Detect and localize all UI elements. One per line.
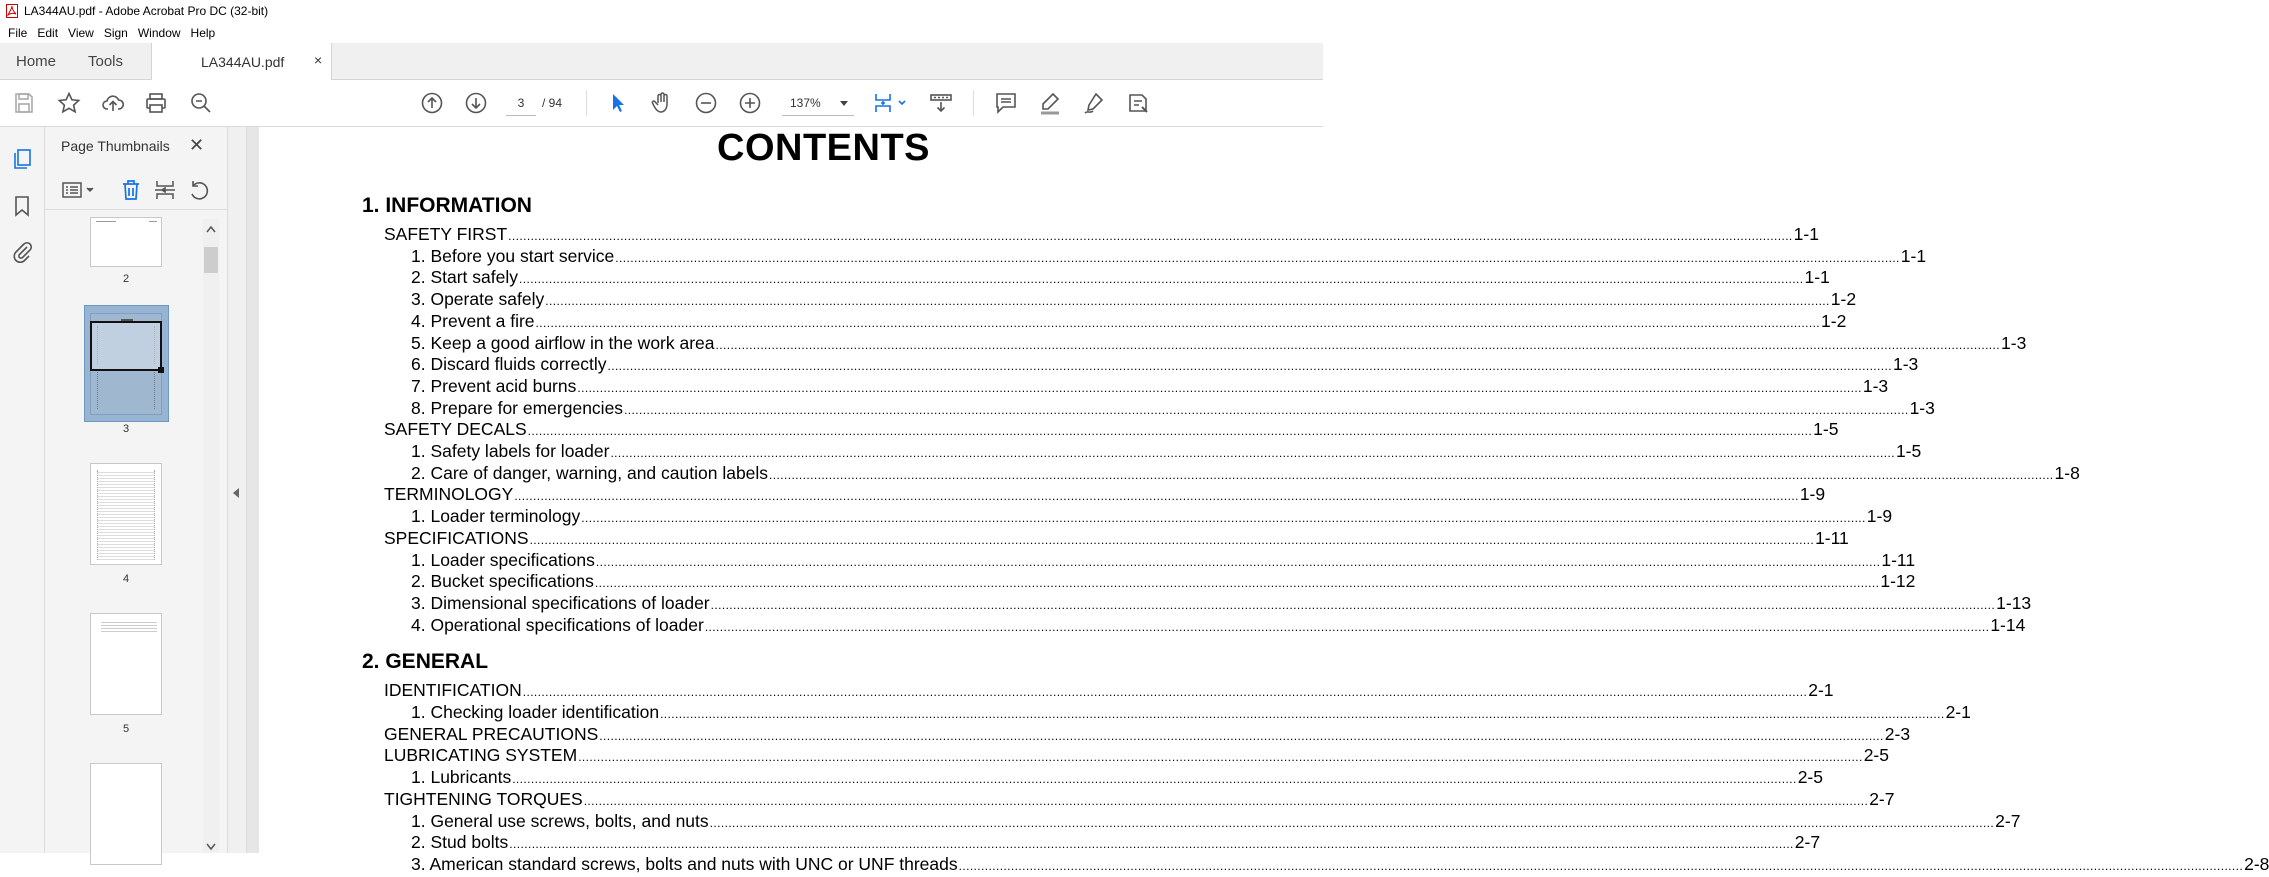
print-icon[interactable] xyxy=(144,91,168,115)
menu-edit[interactable]: Edit xyxy=(37,25,59,40)
toc-entry-page: 1-3 xyxy=(1892,354,1919,375)
menu-sign[interactable]: Sign xyxy=(103,25,128,40)
thumbnail-toolbar xyxy=(45,172,227,210)
section-heading: 1. INFORMATION xyxy=(362,194,532,217)
toc-entry[interactable] xyxy=(384,745,1889,768)
thumbnail-page-label: 5 xyxy=(122,723,130,735)
redact-icon[interactable] xyxy=(1126,91,1150,115)
upload-cloud-icon[interactable] xyxy=(101,91,125,115)
toc-entry-title: 5. Keep a good airflow in the work area xyxy=(411,332,715,353)
close-tab-icon[interactable]: × xyxy=(314,52,323,68)
search-zoom-icon[interactable] xyxy=(189,91,213,115)
toc-entry[interactable] xyxy=(411,853,2269,877)
rotate-page-icon[interactable] xyxy=(187,178,211,202)
toc-entry-title: 1. Lubricants xyxy=(411,767,512,788)
thumbnail-page[interactable] xyxy=(90,613,162,715)
toc-entry[interactable] xyxy=(411,267,1830,290)
collapse-panel-icon[interactable] xyxy=(233,488,239,498)
toc-entry-page: 1-12 xyxy=(1880,571,1916,592)
toc-leader-dots xyxy=(595,573,1880,594)
toc-entry-page: 1-11 xyxy=(1815,527,1849,548)
hand-tool-icon[interactable] xyxy=(650,91,674,115)
toc-entry[interactable] xyxy=(384,484,1826,507)
toc-entry[interactable] xyxy=(384,788,1895,812)
thumbnail-page-current[interactable] xyxy=(90,313,162,415)
toc-entry[interactable] xyxy=(411,332,2027,356)
bookmark-icon[interactable] xyxy=(10,194,34,218)
save-icon[interactable] xyxy=(12,91,36,115)
toc-entry[interactable] xyxy=(384,723,1911,747)
toc-entry-title: SAFETY DECALS xyxy=(384,419,527,440)
toc-leader-dots xyxy=(577,378,1862,399)
thumbnail-page-label: 4 xyxy=(122,573,130,585)
toc-leader-dots xyxy=(769,465,2054,486)
toc-entry-title: TERMINOLOGY xyxy=(384,484,514,505)
thumbnail-page[interactable] xyxy=(90,217,162,267)
tab-document-label: LA344AU.pdf xyxy=(201,54,285,70)
zoom-level-select[interactable] xyxy=(782,90,854,116)
toc-leader-dots xyxy=(528,421,1813,442)
toc-entry-page: 1-13 xyxy=(1996,592,2032,613)
select-cursor-icon[interactable] xyxy=(606,91,630,115)
toc-leader-dots xyxy=(615,248,1900,269)
star-icon[interactable] xyxy=(57,91,81,115)
toc-entry[interactable] xyxy=(411,702,1971,725)
toc-entry-title: 2. Care of danger, warning, and caution labels xyxy=(411,462,769,483)
toc-entry[interactable] xyxy=(411,832,1821,855)
toc-leader-dots xyxy=(716,335,2001,356)
toc-leader-dots xyxy=(508,226,1793,247)
toc-entry-page: 2-8 xyxy=(2244,853,2269,874)
menu-file[interactable]: File xyxy=(8,25,28,40)
toc-entry-page: 2-1 xyxy=(1945,702,1971,722)
toc-entry-title: 4. Operational specifications of loader xyxy=(411,614,704,635)
toc-entry[interactable] xyxy=(411,354,1919,377)
chevron-down-icon xyxy=(840,101,848,106)
toolbar-divider xyxy=(586,90,587,116)
toc-entry[interactable] xyxy=(411,506,1893,529)
thumbnail-list[interactable] xyxy=(45,217,227,853)
previous-page-icon[interactable] xyxy=(420,91,444,115)
toc-entry[interactable] xyxy=(411,810,2021,834)
toc-entry[interactable] xyxy=(411,614,2026,638)
page-thumbnails-icon[interactable] xyxy=(10,147,34,171)
toc-leader-dots xyxy=(536,313,1821,334)
thumbnail-panel xyxy=(45,127,227,853)
toc-leader-dots xyxy=(512,769,1797,790)
toc-entry-page: 2-5 xyxy=(1863,745,1889,766)
toc-entry-title: 1. Safety labels for loader xyxy=(411,441,610,461)
page-number-input[interactable]: 3 xyxy=(506,90,536,116)
toc-entry-title: 3. Dimensional specifications of loader xyxy=(411,592,710,613)
toc-entry-page: 1-14 xyxy=(1990,614,2026,635)
document-title: CONTENTS xyxy=(717,127,930,169)
toc-leader-dots xyxy=(578,747,1863,768)
toc-leader-dots xyxy=(660,704,1945,725)
tab-home[interactable]: Home xyxy=(16,53,57,70)
toc-entry[interactable] xyxy=(384,419,1839,442)
zoom-out-icon[interactable] xyxy=(694,91,718,115)
toc-entry-title: IDENTIFICATION xyxy=(384,680,522,701)
toc-leader-dots xyxy=(710,813,1995,834)
toc-leader-dots xyxy=(530,530,1815,551)
toc-entry-title: 8. Prepare for emergencies xyxy=(411,397,624,418)
options-menu-icon[interactable] xyxy=(61,178,97,202)
window-title: LA344AU.pdf - Adobe Acrobat Pro DC (32-bit) xyxy=(24,4,269,18)
delete-page-icon[interactable] xyxy=(119,178,143,202)
toc-entry-page: 2-5 xyxy=(1797,767,1823,788)
toc-entry-title: GENERAL PRECAUTIONS xyxy=(384,723,599,744)
toc-entry-title: 6. Discard fluids correctly xyxy=(411,354,607,375)
toc-entry-title: TIGHTENING TORQUES xyxy=(384,788,583,809)
toc-entry-page: 1-9 xyxy=(1866,506,1893,527)
toc-leader-dots xyxy=(509,834,1794,855)
toc-entry-title: 1. Loader specifications xyxy=(411,549,595,570)
toc-entry[interactable] xyxy=(411,549,1916,573)
menu-window[interactable]: Window xyxy=(137,25,181,40)
toc-entry-page: 2-7 xyxy=(1794,832,1821,853)
acrobat-app-icon xyxy=(6,4,18,18)
toc-entry-page: 1-2 xyxy=(1830,289,1857,310)
page-display-icon[interactable] xyxy=(873,91,907,115)
toc-entry[interactable] xyxy=(411,289,1857,312)
toc-entry-title: 3. Operate safely xyxy=(411,289,545,310)
toc-entry[interactable] xyxy=(411,592,2032,616)
sign-pen-icon[interactable] xyxy=(1082,91,1106,115)
document-page xyxy=(259,127,2269,874)
title-bar xyxy=(0,0,1323,22)
tab-bar xyxy=(0,43,1323,80)
toc-entry-title: SAFETY FIRST xyxy=(384,224,508,244)
toc-entry-title: 7. Prevent acid burns xyxy=(411,375,577,396)
toc-leader-dots xyxy=(519,269,1804,290)
toc-leader-dots xyxy=(584,791,1869,812)
thumbnail-scrollbar[interactable] xyxy=(203,219,219,853)
toc-entry-page: 1-3 xyxy=(1862,375,1889,396)
toc-entry[interactable] xyxy=(384,224,1819,247)
toc-entry-title: 1. General use screws, bolts, and nuts xyxy=(411,810,709,831)
toc-entry-page: 1-1 xyxy=(1804,267,1830,288)
resize-handle[interactable] xyxy=(158,367,164,373)
menu-bar xyxy=(0,22,1323,43)
toolbar-divider xyxy=(973,90,974,116)
toc-entry-page: 2-7 xyxy=(1869,788,1895,809)
toc-entry-title: 2. Stud bolts xyxy=(411,832,509,853)
scroll-up-icon xyxy=(206,225,216,233)
toc-entry[interactable] xyxy=(411,310,1847,334)
toc-entry-page: 2-1 xyxy=(1808,680,1834,701)
toc-entry[interactable] xyxy=(411,245,1927,269)
toc-entry-page: 2-7 xyxy=(1995,810,2021,831)
close-panel-icon[interactable]: ✕ xyxy=(189,135,205,155)
attachment-icon[interactable] xyxy=(10,239,34,263)
toc-leader-dots xyxy=(599,726,1884,747)
toolbar xyxy=(0,80,1323,127)
toc-leader-dots xyxy=(624,400,1909,421)
toc-entry-page: 2-3 xyxy=(1884,723,1911,744)
toc-entry-title: SPECIFICATIONS xyxy=(384,527,529,548)
toc-leader-dots xyxy=(610,443,1895,464)
toc-leader-dots xyxy=(607,356,1892,377)
toc-entry[interactable] xyxy=(411,397,1935,421)
menu-help[interactable]: Help xyxy=(190,25,216,40)
zoom-level-value: 137% xyxy=(790,96,821,110)
toc-entry[interactable] xyxy=(411,767,1823,790)
toc-entry[interactable] xyxy=(411,441,1922,464)
thumbnail-page[interactable] xyxy=(90,763,162,865)
toc-leader-dots xyxy=(523,682,1808,703)
extract-pages-icon[interactable] xyxy=(153,178,177,202)
zoom-in-icon[interactable] xyxy=(738,91,762,115)
tab-tools[interactable]: Tools xyxy=(88,53,124,70)
navigation-rail xyxy=(0,127,45,853)
toc-leader-dots xyxy=(545,291,1830,312)
toc-entry-page: 1-5 xyxy=(1895,441,1922,461)
toc-entry-title: 3. American standard screws, bolts and nuts with UNC or UNF threads xyxy=(411,853,958,874)
thumbnail-page-label: 2 xyxy=(122,273,130,285)
toc-entry-page: 1-2 xyxy=(1821,310,1847,331)
thumbnail-page[interactable] xyxy=(90,463,162,565)
menu-view[interactable]: View xyxy=(68,25,94,40)
toc-entry-page: 1-8 xyxy=(2054,462,2080,483)
scroll-mode-icon[interactable] xyxy=(929,91,953,115)
toc-entry[interactable] xyxy=(411,571,1916,594)
viewport-box[interactable] xyxy=(90,321,162,371)
toc-entry-title: 1. Before you start service xyxy=(411,245,615,266)
toc-leader-dots xyxy=(581,508,1866,529)
toc-entry-page: 1-3 xyxy=(2001,332,2027,353)
comment-icon[interactable] xyxy=(994,91,1018,115)
toc-entry-title: 2. Start safely xyxy=(411,267,518,288)
toc-entry-title: 2. Bucket specifications xyxy=(411,571,594,592)
document-viewer[interactable] xyxy=(247,127,2269,874)
panel-title: Page Thumbnails xyxy=(61,138,170,154)
toc-leader-dots xyxy=(514,486,1799,507)
next-page-icon[interactable] xyxy=(464,91,488,115)
toc-entry-title: 1. Loader terminology xyxy=(411,506,581,527)
toc-entry-page: 1-9 xyxy=(1799,484,1826,505)
toc-leader-dots xyxy=(705,617,1990,638)
tab-document[interactable] xyxy=(151,43,332,81)
toc-entry-page: 1-3 xyxy=(1909,397,1935,418)
toc-entry[interactable] xyxy=(411,375,1889,399)
page-total: / 94 xyxy=(542,96,563,110)
toc-leader-dots xyxy=(959,856,2244,877)
scrollbar-thumb[interactable] xyxy=(204,247,218,273)
toc-entry-page: 1-5 xyxy=(1813,419,1839,440)
highlight-pen-icon[interactable] xyxy=(1038,91,1062,115)
toc-leader-dots xyxy=(596,552,1881,573)
toc-entry-title: 4. Prevent a fire xyxy=(411,310,535,331)
toc-entry-title: 1. Checking loader identification xyxy=(411,702,660,722)
toc-entry-page: 1-11 xyxy=(1881,549,1916,570)
toc-entry-page: 1-1 xyxy=(1900,245,1927,266)
thumbnail-page-label: 3 xyxy=(122,423,130,435)
scroll-down-icon xyxy=(206,843,216,851)
panel-splitter[interactable] xyxy=(227,127,247,853)
toc-entry[interactable] xyxy=(384,527,1849,551)
toc-entry[interactable] xyxy=(384,680,1834,703)
section-heading: 2. GENERAL xyxy=(362,650,489,674)
toc-entry-page: 1-1 xyxy=(1793,224,1819,244)
toc-entry-title: LUBRICATING SYSTEM xyxy=(384,745,578,766)
toc-leader-dots xyxy=(711,595,1996,616)
toc-entry[interactable] xyxy=(411,462,2080,486)
